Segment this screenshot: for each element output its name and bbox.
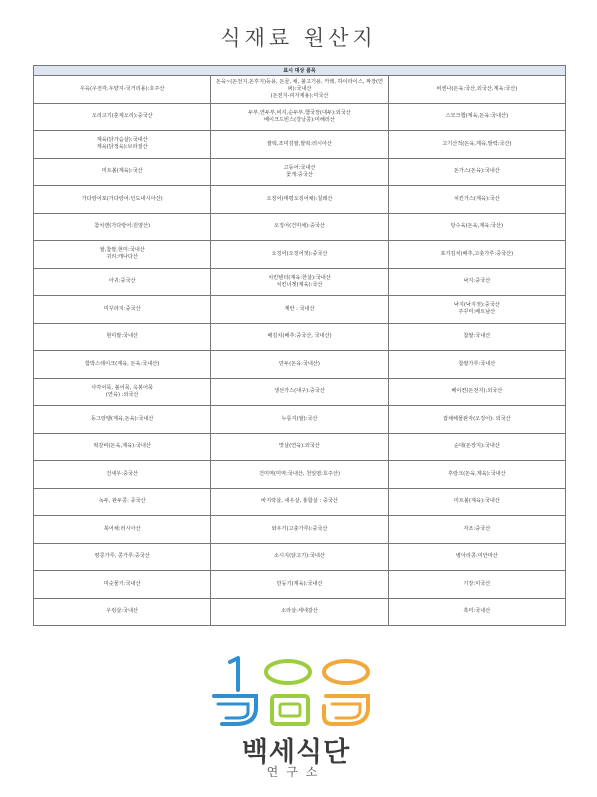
table-cell: 순대(돈장지):국내산: [388, 433, 565, 461]
table-cell: 동그랑땡(계육,돈육):국내산: [34, 406, 211, 434]
table-row: [34, 378, 566, 406]
table-cell: 배김치(배추:중국산, 국내산): [211, 323, 388, 351]
table-cell: 북어채:러시아산: [34, 516, 211, 544]
table-cell: 우렁살:국내산: [34, 598, 211, 626]
table-cell: 참치캔(가다랑어:원양산): [34, 213, 211, 241]
table-cell: 오징어(오징어젓):중국산: [211, 241, 388, 269]
table-cell: 오리고기(훈제오리):중국산: [34, 103, 211, 131]
logo-bowl-green-inner: [280, 704, 300, 716]
table-cell: 미트볼(계육):국산: [34, 158, 211, 186]
logo-zero-2: [324, 661, 368, 683]
logo-one: [230, 658, 238, 690]
table-cell: 우육(우전각,우양지-국거리용):호주산: [34, 76, 211, 104]
table-cell: 낙지:중국산: [388, 268, 565, 296]
table-cell: 쌀떡,조미김쌀,쌀떡:러시아산: [211, 131, 388, 159]
table-cell: 미꾸라지:중국산: [34, 296, 211, 324]
table-cell: 탕수육(돈육,계육:국산): [388, 213, 565, 241]
table-cell: 돈가스(돈육):국내산: [388, 158, 565, 186]
table-cell: 자조:중국산: [388, 516, 565, 544]
table-cell: 치킨텐더(계육:한살):국내산 치킨너겟(계육):국산: [211, 268, 388, 296]
table-body: [34, 76, 566, 626]
table-cell: 누룽지(쌀):국산: [211, 406, 388, 434]
table-row: [34, 268, 566, 296]
table-row: [34, 433, 566, 461]
table-cell: 고등어:국내산 꽃게:중국산: [211, 158, 388, 186]
table-cell: 오징어(태평오징어채):칠레산: [211, 186, 388, 214]
table-cell: 베이컨(돈전지):외국산: [388, 378, 565, 406]
table-row: [34, 186, 566, 214]
table-cell: 소라살:세네갈산: [211, 598, 388, 626]
table-row: [34, 543, 566, 571]
table-cell: 만둥기(계육):국내산: [211, 571, 388, 599]
table-cell: 와우기(고춧가루):중국산: [211, 516, 388, 544]
table-row: [34, 488, 566, 516]
table-cell: 건새우:중국산: [34, 461, 211, 489]
table-row: [34, 296, 566, 324]
table-cell: 아귀:중국산: [34, 268, 211, 296]
table-cell: 맛살(연육):외국산: [211, 433, 388, 461]
table-cell: 함박스테이크(계육, 돈육:국내산): [34, 351, 211, 379]
logo-mark: [208, 652, 384, 732]
origin-table: [33, 65, 566, 626]
table-row: [34, 516, 566, 544]
table-cell: 비엔나(돈육:국산,외국산,계육:국산): [388, 76, 565, 104]
table-cell: 떡갈비(돈육,계육):국내산: [34, 433, 211, 461]
table-cell: 쌀,찹쌀,현미:국내산 귀리:캐나다산: [34, 241, 211, 269]
table-row: [34, 103, 566, 131]
table-cell: 사각어묵, 볼어묵, 옥봉어묵 (연육) :외국산: [34, 378, 211, 406]
table-cell: 계란 : 국내산: [211, 296, 388, 324]
table-row: [34, 158, 566, 186]
table-row: [34, 323, 566, 351]
table-cell: 기장:미국산: [388, 571, 565, 599]
table-cell: 후랑크(돈육,계육):국내산: [388, 461, 565, 489]
table-row: [34, 406, 566, 434]
table-cell: 오징어(건미채):중국산: [211, 213, 388, 241]
table-cell: 두부,연두부,비지,순두부,햄국장(대두):외국산 베이크드빈스(강낭콩):미해러산: [211, 103, 388, 131]
brand-sub: 연구소: [266, 765, 326, 779]
table-cell: 돈육~(돈전지,돈후지)등용, 돈골, 채, 불고기용, 카레, 하이라이스, 짜장(연퍼):국내산 (돈전지-피자제용):미국산: [211, 76, 388, 104]
logo-bowl-green: [272, 696, 308, 724]
table-cell: 찹쌀가루:국내산: [388, 351, 565, 379]
table-cell: 잡채해물완자(오징어): 외국산: [388, 406, 565, 434]
table-cell: 생선가스(대구):중국산: [211, 378, 388, 406]
logo-zero-1: [266, 661, 310, 683]
table-cell: 가다랑어포(가다랑어:인도네시아산): [34, 186, 211, 214]
table-cell: 스모크햄(계육,돈육:국내산): [388, 103, 565, 131]
table-cell: 병아리콩:미안마산: [388, 543, 565, 571]
table-cell: 미트볼(계육):국내산: [388, 488, 565, 516]
table-row: [34, 76, 566, 104]
table-header: 표시 대상 품목: [34, 66, 566, 76]
table-cell: 만두(돈육:국내산): [211, 351, 388, 379]
table-cell: 고기산적(돈육,계육,발력:국산): [388, 131, 565, 159]
table-row: [34, 571, 566, 599]
table-cell: 건미역(미역:국내산, 천일염:호주산): [211, 461, 388, 489]
table-cell: 흑미:국내산: [388, 598, 565, 626]
table-row: [34, 241, 566, 269]
table-cell: 녹두, 완두콩: 중국산: [34, 488, 211, 516]
table-cell: 포기김치(배추,고춧가루:중국산): [388, 241, 565, 269]
table-cell: 미숫물기:국내산: [34, 571, 211, 599]
table-row: [34, 213, 566, 241]
table-cell: 찹쌀:국내산: [388, 323, 565, 351]
table-cell: 바지락살, 새우살, 홍합살 : 중국산: [211, 488, 388, 516]
brand-name: 백세식단: [241, 737, 351, 768]
table-row: [34, 598, 566, 626]
table-cell: 치킨가스(계육):국산: [388, 186, 565, 214]
table-cell: 땅콩가루, 콩가루:중국산: [34, 543, 211, 571]
table-cell: 계육(닭가슴살):국내산 계육(닭정육):브라질산: [34, 131, 211, 159]
table-row: [34, 351, 566, 379]
page-title: 식재료 원산지: [220, 26, 377, 50]
logo-bowl-blue: [214, 696, 256, 724]
table-cell: 낙지(낙지젓):중국산 주꾸미:베트남산: [388, 296, 565, 324]
table-row: [34, 131, 566, 159]
table-cell: 소시지(닭고기):국내산: [211, 543, 388, 571]
table-header-row: [34, 66, 566, 76]
logo-bowl-blue-inner: [218, 704, 248, 718]
table-cell: 현미쌀:국내산: [34, 323, 211, 351]
table-row: [34, 461, 566, 489]
logo-bowl-orange-inner: [332, 704, 360, 718]
